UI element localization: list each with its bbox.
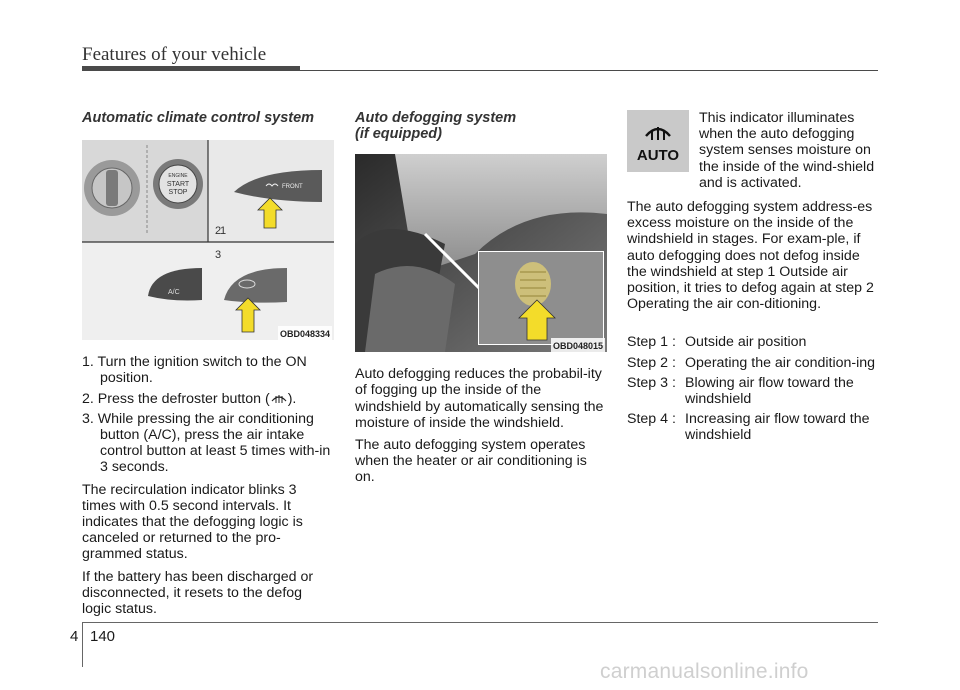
instruction-step-2 — [82, 391, 334, 407]
instruction-step-3: 3. While pressing the air conditioning button (A/C), press the air intake control button at least 5 times with-in 3 seconds. — [82, 410, 331, 476]
instruction-step-2-end: ). — [287, 390, 297, 407]
defog-sensor-photo — [355, 154, 607, 352]
page-header-title: Features of your vehicle — [82, 44, 267, 65]
start-label-mid: START — [166, 181, 190, 188]
paragraph-stages: The auto defogging system address-es excess moisture on the inside of the windshield in stages. For exam-ple, if auto defogging does not defog inside the windshield at step 1 Outside air position, it tries to defog again at step 2 Operating the air con-ditioning. — [627, 199, 874, 313]
header-bar — [82, 66, 300, 71]
section-number: 4 — [70, 628, 79, 645]
page-number: 140 — [90, 628, 116, 645]
label-2: 2 — [215, 225, 222, 237]
column-climate-control — [82, 110, 334, 623]
defog-step-3: Step 3 : Blowing air flow toward the windshield — [627, 374, 854, 408]
footer-divider — [82, 622, 83, 667]
auto-label: AUTO — [636, 147, 680, 164]
paragraph-auto-defog-operation: The auto defogging system operates when the heater or air conditioning is on. — [355, 437, 587, 486]
column-indicator — [627, 110, 879, 448]
start-label-top: ENGINE — [168, 173, 188, 179]
defog-step-2: Step 2 : Operating the air condition-ing — [627, 354, 876, 371]
climate-controls-illustration — [82, 140, 334, 340]
section-title-line1: Auto defogging system — [355, 110, 517, 126]
paragraph-battery: If the battery has been discharged or disconnected, it resets to the defog logic status. — [82, 568, 314, 618]
section-title-climate: Automatic climate control system — [82, 110, 315, 126]
footer-rule — [82, 622, 878, 623]
auto-defog-glyph — [627, 110, 689, 172]
label-3: 3 — [215, 249, 222, 261]
front-label: FRONT — [282, 184, 303, 190]
auto-defog-indicator-icon — [627, 110, 689, 172]
paragraph-auto-defog-intro: Auto defogging reduces the probabil-ity of fogging up the inside of the windshield by automatically sensing the moisture of inside the windshield. — [355, 366, 604, 431]
paragraph-recirculation: The recirculation indicator blinks 3 times with 0.5 second intervals. It indicates that the defogging logic is canceled or returned to the pro-grammed status. — [82, 481, 303, 563]
defog-steps — [627, 334, 879, 443]
section-title-auto-defog — [355, 110, 607, 142]
indicator-description: This indicator illuminates when the auto defogging system senses moisture on the inside of the wind-shield and is activated. — [699, 110, 875, 191]
section-title-line2: (if equipped) — [355, 126, 442, 142]
instruction-step-1: 1. Turn the ignition switch to the ON position. — [82, 354, 307, 387]
indicator-block — [627, 110, 879, 191]
figure-code: OBD048015 — [551, 338, 605, 354]
column-auto-defog — [355, 110, 607, 492]
start-label-bot: STOP — [168, 189, 188, 196]
header-rule — [300, 70, 878, 71]
label-1: 1 — [220, 225, 227, 237]
defrost-icon — [270, 391, 288, 405]
figure-defog-sensor — [355, 154, 607, 356]
instruction-step-2-text: 2. Press the defroster button ( — [82, 390, 270, 407]
ac-label: A/C — [168, 289, 180, 296]
defog-step-1: Step 1 : Outside air position — [627, 334, 807, 351]
instruction-steps — [82, 354, 334, 475]
watermark: carmanualsonline.info — [600, 660, 809, 683]
defog-step-4: Step 4 : Increasing air flow toward the windshield — [627, 411, 870, 444]
figure-climate-controls — [82, 140, 334, 344]
figure-code: OBD048334 — [278, 326, 332, 342]
